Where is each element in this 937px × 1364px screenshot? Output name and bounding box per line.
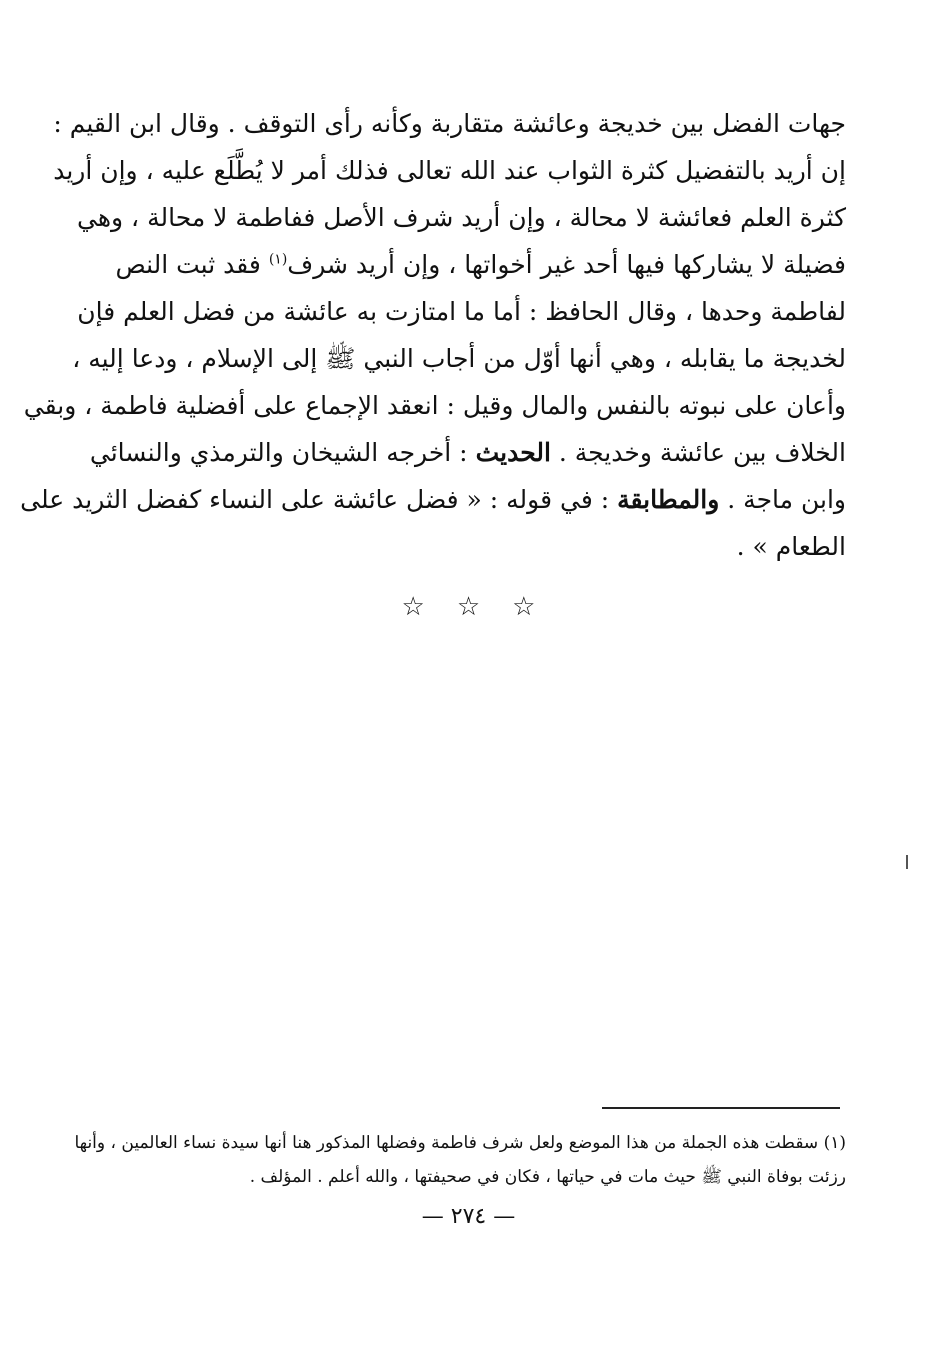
text-line-8-end: : أخرجه الشيخان والترمذي والنسائي bbox=[89, 438, 476, 467]
correspondence-heading: والمطابقة bbox=[617, 485, 720, 514]
star-icon: ☆ bbox=[456, 592, 481, 622]
section-separator bbox=[0, 592, 937, 622]
text-line-7: وأعان على نبوته بالنفس والمال وقيل : انعقد الإجماع على أفضلية فاطمة ، وبقي bbox=[23, 391, 846, 420]
text-line-9-end: : في قوله : « فضل عائشة على النساء كفضل الثريد على bbox=[20, 485, 618, 514]
footnote-divider bbox=[602, 1107, 840, 1109]
text-line-4-end: فقد ثبت النص bbox=[115, 250, 269, 279]
text-line-2: إن أريد بالتفضيل كثرة الثواب عند الله تعالى فذلك أمر لا يُطَّلَع عليه ، وإن أريد bbox=[53, 156, 846, 185]
footnote bbox=[74, 1126, 846, 1194]
margin-mark bbox=[906, 855, 908, 869]
text-line-9-start: وابن ماجة . bbox=[719, 485, 846, 514]
text-line-4-start: فضيلة لا يشاركها فيها أحد غير أخواتها ، وإن أريد شرف bbox=[287, 250, 846, 279]
text-line-5: لفاطمة وحدها ، وقال الحافظ : أما ما امتازت به عائشة من فضل العلم فإن bbox=[77, 297, 846, 326]
footnote-line-2: رزئت بوفاة النبي ﷺ حيث مات في حياتها ، فكان في صحيفتها ، والله أعلم . المؤلف . bbox=[249, 1167, 846, 1187]
hadith-heading: الحديث bbox=[475, 438, 551, 467]
text-line-3: كثرة العلم فعائشة لا محالة ، وإن أريد شرف الأصل ففاطمة لا محالة ، وهي bbox=[77, 203, 846, 232]
footnote-reference[interactable]: (١) bbox=[268, 251, 288, 268]
star-icon: ☆ bbox=[512, 592, 536, 622]
text-line-10: الطعام » . bbox=[736, 532, 846, 561]
main-text bbox=[20, 100, 846, 570]
page-number: — ٢٧٤ — bbox=[421, 1204, 516, 1229]
text-line-6: لخديجة ما يقابله ، وهي أنها أوّل من أجاب النبي ﷺ إلى الإسلام ، ودعا إليه ، bbox=[72, 344, 846, 373]
text-line-1: جهات الفضل بين خديجة وعائشة متقاربة وكأنه رأى التوقف . وقال ابن القيم : bbox=[53, 109, 846, 138]
star-icon: ☆ bbox=[401, 592, 425, 622]
text-line-4 bbox=[96, 241, 846, 288]
text-line-9 bbox=[20, 476, 846, 523]
text-line-8 bbox=[89, 429, 846, 476]
text-line-8-start: الخلاف بين عائشة وخديجة . bbox=[550, 438, 846, 467]
footnote-line-1: (١) سقطت هذه الجملة من هذا الموضع ولعل شرف فاطمة وفضلها المذكور هنا أنها سيدة نساء العالمين ، وأنها bbox=[74, 1133, 846, 1153]
